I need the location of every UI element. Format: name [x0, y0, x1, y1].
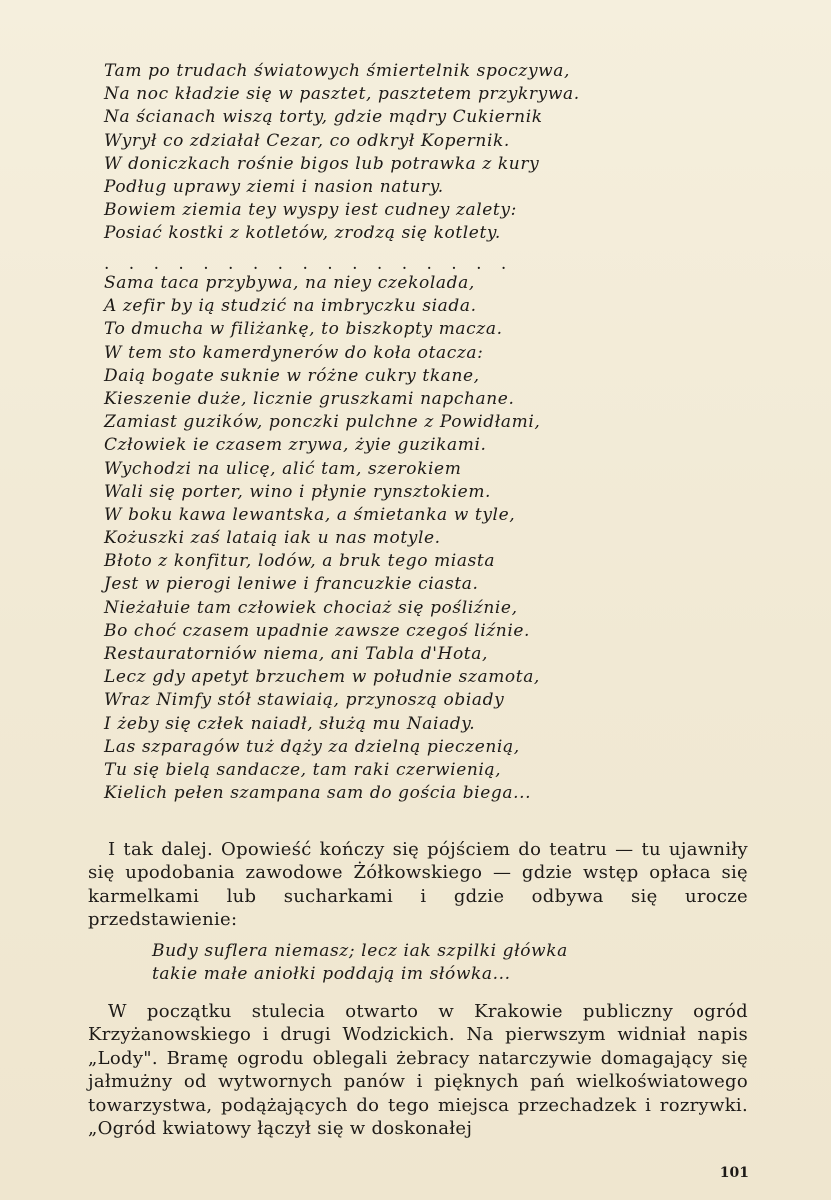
verse-line: Posiać kostki z kotletów, zrodzą się kotlety. — [104, 223, 501, 244]
verse-line: Jest w pierogi leniwe i francuzkie ciasta. — [104, 574, 479, 595]
prose-paragraph-1: I tak dalej. Opowieść kończy się pójściem do teatru — tu ujawniły się upodobania zawodowe Żółkowskiego — gdzie wstęp opłaca się karmelkami lub sucharkami i gdzie odbywa się urocze przedstawienie: — [88, 839, 748, 931]
verse-line: Kożuszki zaś lataią iak u nas motyle. — [104, 528, 441, 549]
verse-line: Budy suflera niemasz; lecz iak szpilki główka — [152, 941, 568, 961]
verse-line: Zamiast guzików, ponczki pulchne z Powidłami, — [104, 412, 541, 433]
verse-line: Człowiek ie czasem zrywa, żyie guzikami. — [104, 435, 487, 456]
verse-line: Wraz Nimfy stół stawiaią, przynoszą obiady — [104, 690, 505, 711]
verse-line: Na ścianach wiszą torty, gdzie mądry Cukiernik — [104, 107, 543, 128]
verse-line: Restauratorniów niema, ani Tabla d'Hota, — [104, 644, 488, 664]
page-number: 101 — [719, 1165, 749, 1181]
verse-line: A zefir by ią studzić na imbryczku siada. — [104, 296, 477, 317]
verse-line: Kielich pełen szampana sam do gościa biega... — [104, 783, 532, 804]
verse-line: Kieszenie duże, licznie gruszkami napchane. — [104, 388, 515, 409]
verse-line: W boku kawa lewantska, a śmietanka w tyle, — [104, 504, 516, 525]
prose-paragraph-2: W początku stulecia otwarto w Krakowie publiczny ogród Krzyżanowskiego i drugi Wodzickich. Na pierwszym widniał napis „Lody". Bramę ogrodu oblegali żebracy natarczywie domagający się jałmużny od wytwornych panów i pięknych pań wielkoświatowego towarzystwa, podążających do tego miejsca przechadzek i rozrywki. „Ogród kwiatowy łączył się w doskonałej — [88, 1001, 748, 1140]
verse-line: Lecz gdy apetyt brzuchem w południe szamota, — [104, 667, 540, 688]
verse-line: Podług uprawy ziemi i nasion natury. — [104, 176, 444, 197]
verse-line: Wychodzi na ulicę, alić tam, szerokiem — [104, 458, 462, 479]
verse-line: Tu się bielą sandacze, tam raki czerwienią, — [104, 759, 502, 780]
verse-omission-dots: . . . . . . . . . . . . . . . . . — [104, 254, 507, 274]
verse-line: Tam po trudach światowych śmiertelnik spoczywa, — [104, 61, 571, 81]
verse-line: W tem sto kamerdynerów do koła otacza: — [104, 342, 484, 363]
verse-block-3 — [152, 940, 792, 986]
verse-line: Bo choć czasem upadnie zawsze czegoś liźnie. — [104, 620, 531, 641]
verse-line: I żeby się człek naiadł, służą mu Naiady. — [104, 713, 476, 734]
verse-line: Las szparagów tuż dąży za dzielną pieczenią, — [104, 736, 520, 757]
verse-line: To dmucha w filiżankę, to biszkopty macza. — [104, 319, 503, 340]
verse-line: takie małe aniołki poddają im słówka... — [152, 964, 511, 985]
verse-line: Błoto z konfitur, lodów, a bruk tego miasta — [104, 551, 496, 572]
verse-line: Bowiem ziemia tey wyspy iest cudney zalety: — [104, 200, 517, 221]
verse-block-1 — [104, 60, 744, 246]
verse-line: Wyrył co zdziałał Cezar, co odkrył Kopernik. — [104, 130, 510, 151]
verse-line: W doniczkach rośnie bigos lub potrawka z kury — [104, 153, 540, 174]
verse-line: Na noc kładzie się w pasztet, pasztetem przykrywa. — [104, 84, 580, 105]
verse-block-2 — [104, 272, 744, 805]
verse-line: Wali się porter, wino i płynie rynsztokiem. — [104, 481, 492, 502]
verse-line: Nieżałuie tam człowiek chociaż się pośliźnie, — [104, 597, 518, 618]
verse-line: Daią bogate suknie w różne cukry tkane, — [104, 365, 480, 386]
verse-line: Sama taca przybywa, na niey czekolada, — [104, 273, 475, 293]
